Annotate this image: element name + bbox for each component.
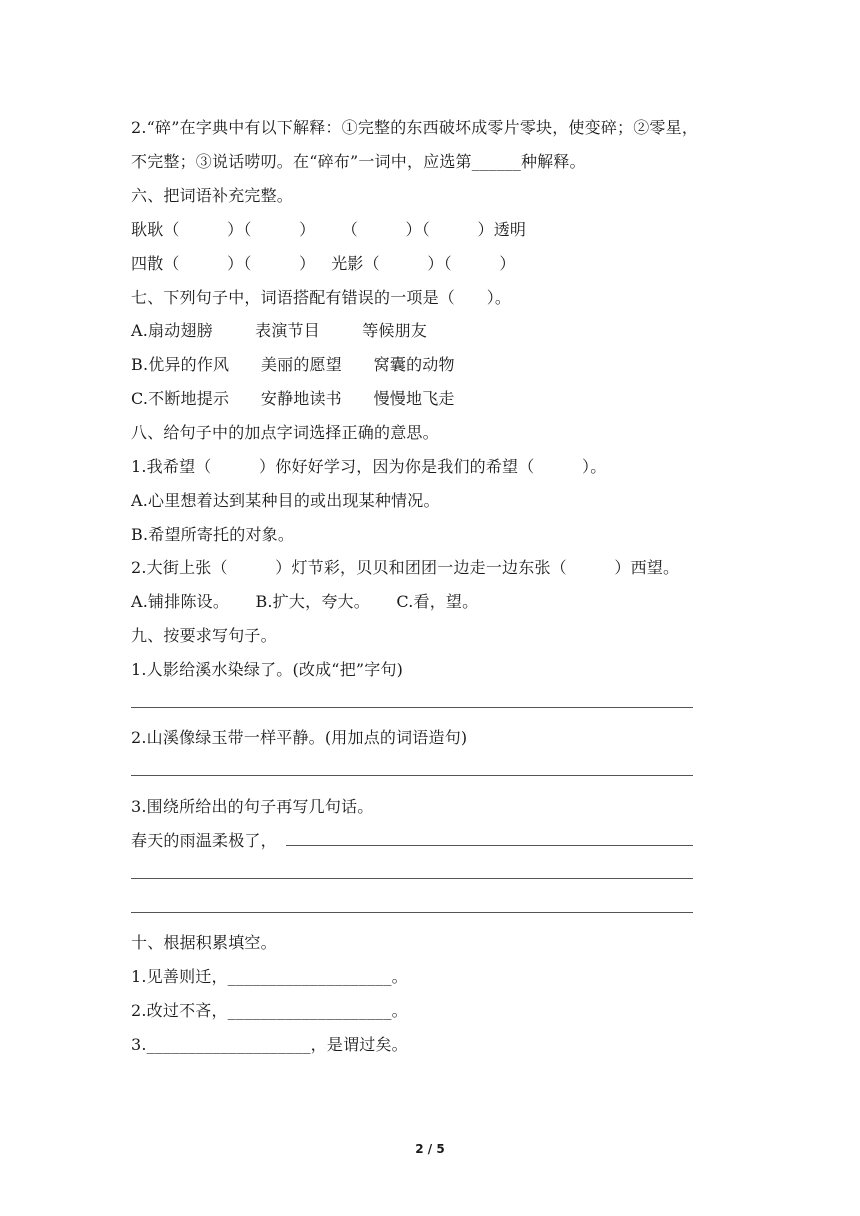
page-number: 2 / 5 [415, 1142, 445, 1156]
q10-1: 1.见善则迁，____________________。 [131, 967, 408, 986]
answer-line [131, 707, 693, 708]
section-7-heading: 七、下列句子中，词语搭配有错误的一项是（ ）。 [131, 288, 512, 307]
answer-line [131, 912, 693, 913]
q6-row-2: 四散（ ）（ ） 光影（ ）（ ） [131, 254, 516, 273]
q7-option-c: C.不断地提示 安静地读书 慢慢地飞走 [131, 389, 455, 408]
section-9-heading: 九、按要求写句子。 [131, 626, 277, 645]
q9-3-lead: 春天的雨温柔极了， [131, 831, 277, 850]
q9-3-prompt: 3.围绕所给出的句子再写几句话。 [131, 797, 374, 816]
section-6-heading: 六、把词语补充完整。 [131, 186, 294, 205]
section-10-heading: 十、根据积累填空。 [131, 933, 277, 952]
q8-1-option-a: A.心里想着达到某种目的或出现某种情况。 [131, 491, 440, 510]
answer-line [131, 878, 693, 879]
q10-3: 3.____________________，是谓过矣。 [131, 1035, 408, 1054]
q8-2-sentence: 2.大街上张（ ）灯节彩，贝贝和团团一边走一边东张（ ）西望。 [131, 558, 680, 577]
q7-option-a: A.扇动翅膀 表演节目 等候朋友 [131, 321, 428, 340]
q6-row-1: 耿耿（ ）（ ） （ ）（ ）透明 [131, 220, 527, 239]
q8-1-option-b: B.希望所寄托的对象。 [131, 525, 295, 544]
q9-1-prompt: 1.人影给溪水染绿了。(改成“把”字句) [131, 660, 404, 679]
q9-2-prompt: 2.山溪像绿玉带一样平静。(用加点的词语造句) [131, 728, 468, 747]
q8-1-sentence: 1.我希望（ ）你好好学习，因为你是我们的希望（ ）。 [131, 457, 607, 476]
answer-line [131, 775, 693, 776]
q8-2-options: A.铺排陈设。 B.扩大，夸大。 C.看，望。 [131, 592, 479, 611]
q7-option-b: B.优异的作风 美丽的愿望 窝囊的动物 [131, 355, 455, 374]
q5-2-line-1: 2.“碎”在字典中有以下解释：①完整的东西破坏成零片零块，使变碎；②零星， [131, 118, 699, 137]
q10-2: 2.改过不吝，____________________。 [131, 1001, 408, 1020]
answer-line [286, 845, 693, 846]
section-8-heading: 八、给句子中的加点字词选择正确的意思。 [131, 423, 439, 442]
q5-2-line-2: 不完整；③说话唠叨。在“碎布”一词中，应选第______种解释。 [131, 152, 586, 171]
